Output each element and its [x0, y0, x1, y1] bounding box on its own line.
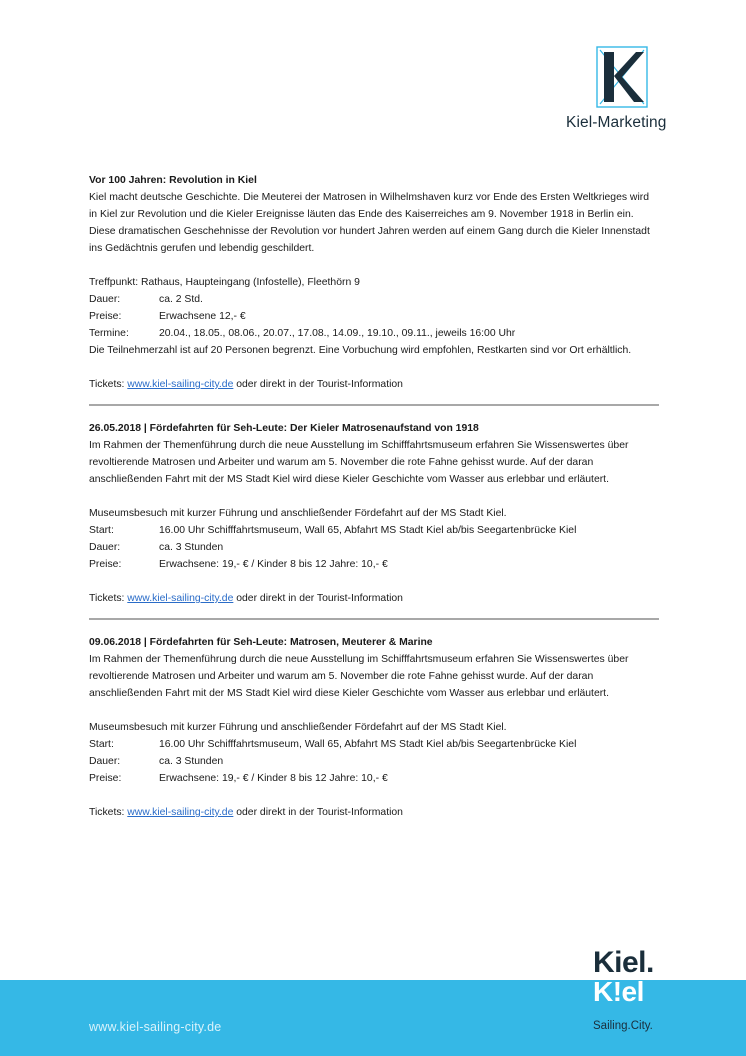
info-row [89, 556, 659, 573]
tickets-line [89, 804, 659, 821]
spacer [89, 359, 659, 376]
event-section [89, 172, 659, 393]
info-row [89, 539, 659, 556]
info-row [89, 291, 659, 308]
event-section [89, 634, 659, 821]
info-label: Termine: [89, 328, 129, 339]
tickets-line [89, 590, 659, 607]
logo-word-kiel-sail: K!el [593, 976, 644, 1007]
section-title: 09.06.2018 | Fördefahrten für Seh-Leute: Matrosen, Meuterer & Marine [89, 637, 433, 648]
section-lead: Museumsbesuch mit kurzer Führung und anschließender Fördefahrt auf der MS Stadt Kiel. [89, 508, 507, 519]
tickets-link[interactable]: www.kiel-sailing-city.de [127, 807, 234, 818]
spacer [89, 787, 659, 804]
info-label: Start: [89, 739, 114, 750]
section-title: Vor 100 Jahren: Revolution in Kiel [89, 175, 257, 186]
logo-tagline: Sailing.City. [593, 1020, 653, 1032]
info-value: ca. 2 Std. [159, 294, 203, 305]
info-label: Preise: [89, 773, 122, 784]
event-section [89, 420, 659, 607]
info-label: Dauer: [89, 756, 121, 767]
kiel-marketing-logo [560, 40, 690, 140]
spacer [89, 702, 659, 719]
info-row [89, 770, 659, 787]
info-value: Erwachsene: 19,- € / Kinder 8 bis 12 Jahre: 10,- € [159, 559, 388, 570]
tickets-link[interactable]: www.kiel-sailing-city.de [127, 593, 234, 604]
section-note: Die Teilnehmerzahl ist auf 20 Personen begrenzt. Eine Vorbuchung wird empfohlen, Restkarten sind vor Ort erhältlich. [89, 345, 632, 356]
brand-name: Kiel-Marketing [566, 114, 667, 131]
section-lead: Museumsbesuch mit kurzer Führung und anschließender Fördefahrt auf der MS Stadt Kiel. [89, 722, 507, 733]
document-body [89, 172, 659, 821]
info-row [89, 736, 659, 753]
section-title: 26.05.2018 | Fördefahrten für Seh-Leute: Der Kieler Matrosenaufstand von 1918 [89, 423, 479, 434]
info-value: 16.00 Uhr Schifffahrtsmuseum, Wall 65, Abfahrt MS Stadt Kiel ab/bis Seegartenbrücke Kiel [159, 739, 577, 750]
section-description: Kiel macht deutsche Geschichte. Die Meuterei der Matrosen in Wilhelmshaven kurz vor Ende des Ersten Weltkrieges wird in Kiel zur Revolution und die Kieler Ereignisse läuten das Ende des Kaiserreiches am 9. November 1918 in Berlin ein. Diese dramatischen Geschehnisse der Revolution vor hundert Jahren werden auf einem Gang durch die Kieler Innenstadt ins Gedächtnis gerufen und lebendig geschildert. [89, 192, 650, 254]
logo-word-kiel: Kiel. [593, 946, 654, 979]
tickets-suffix: oder direkt in der Tourist-Information [233, 379, 403, 390]
info-value: Erwachsene: 19,- € / Kinder 8 bis 12 Jahre: 10,- € [159, 773, 388, 784]
section-divider [89, 618, 659, 620]
section-lead: Treffpunkt: Rathaus, Haupteingang (Infostelle), Fleethörn 9 [89, 277, 360, 288]
tickets-suffix: oder direkt in der Tourist-Information [233, 807, 403, 818]
tickets-link[interactable]: www.kiel-sailing-city.de [127, 379, 234, 390]
tickets-suffix: oder direkt in der Tourist-Information [233, 593, 403, 604]
info-label: Preise: [89, 559, 122, 570]
tickets-line [89, 376, 659, 393]
tickets-prefix: Tickets: [89, 379, 128, 390]
info-label: Dauer: [89, 294, 121, 305]
kiel-sailing-city-logo [585, 946, 685, 1046]
info-value: 16.00 Uhr Schifffahrtsmuseum, Wall 65, Abfahrt MS Stadt Kiel ab/bis Seegartenbrücke Kiel [159, 525, 577, 536]
info-value: 20.04., 18.05., 08.06., 20.07., 17.08., 14.09., 19.10., 09.11., jeweils 16:00 Uhr [159, 328, 516, 339]
info-label: Preise: [89, 311, 122, 322]
info-value: ca. 3 Stunden [159, 542, 224, 553]
spacer [89, 257, 659, 274]
tickets-prefix: Tickets: [89, 807, 128, 818]
info-row [89, 325, 659, 342]
section-divider [89, 404, 659, 406]
section-description: Im Rahmen der Themenführung durch die neue Ausstellung im Schifffahrtsmuseum erfahren Sie Wissenswertes über revoltierende Matrosen und Arbeiter und warum am 5. November die rote Fahne gehisst wurde. Auf der daran anschließenden Fahrt mit der MS Stadt Kiel wird diese Kieler Geschichte vom Wasser aus erlebbar und erläutert. [89, 654, 629, 699]
info-value: Erwachsene 12,- € [159, 311, 246, 322]
info-row [89, 753, 659, 770]
tickets-prefix: Tickets: [89, 593, 128, 604]
info-row [89, 522, 659, 539]
info-row [89, 308, 659, 325]
info-label: Start: [89, 525, 114, 536]
spacer [89, 488, 659, 505]
footer-url[interactable]: www.kiel-sailing-city.de [89, 1020, 222, 1034]
spacer [89, 573, 659, 590]
section-description: Im Rahmen der Themenführung durch die neue Ausstellung im Schifffahrtsmuseum erfahren Sie Wissenswertes über revoltierende Matrosen und Arbeiter und warum am 5. November die rote Fahne gehisst wurde. Auf der daran anschließenden Fahrt mit der MS Stadt Kiel wird diese Kieler Geschichte vom Wasser aus erlebbar und erläutert. [89, 440, 629, 485]
info-value: ca. 3 Stunden [159, 756, 224, 767]
info-label: Dauer: [89, 542, 121, 553]
k-logo-icon [596, 46, 648, 108]
